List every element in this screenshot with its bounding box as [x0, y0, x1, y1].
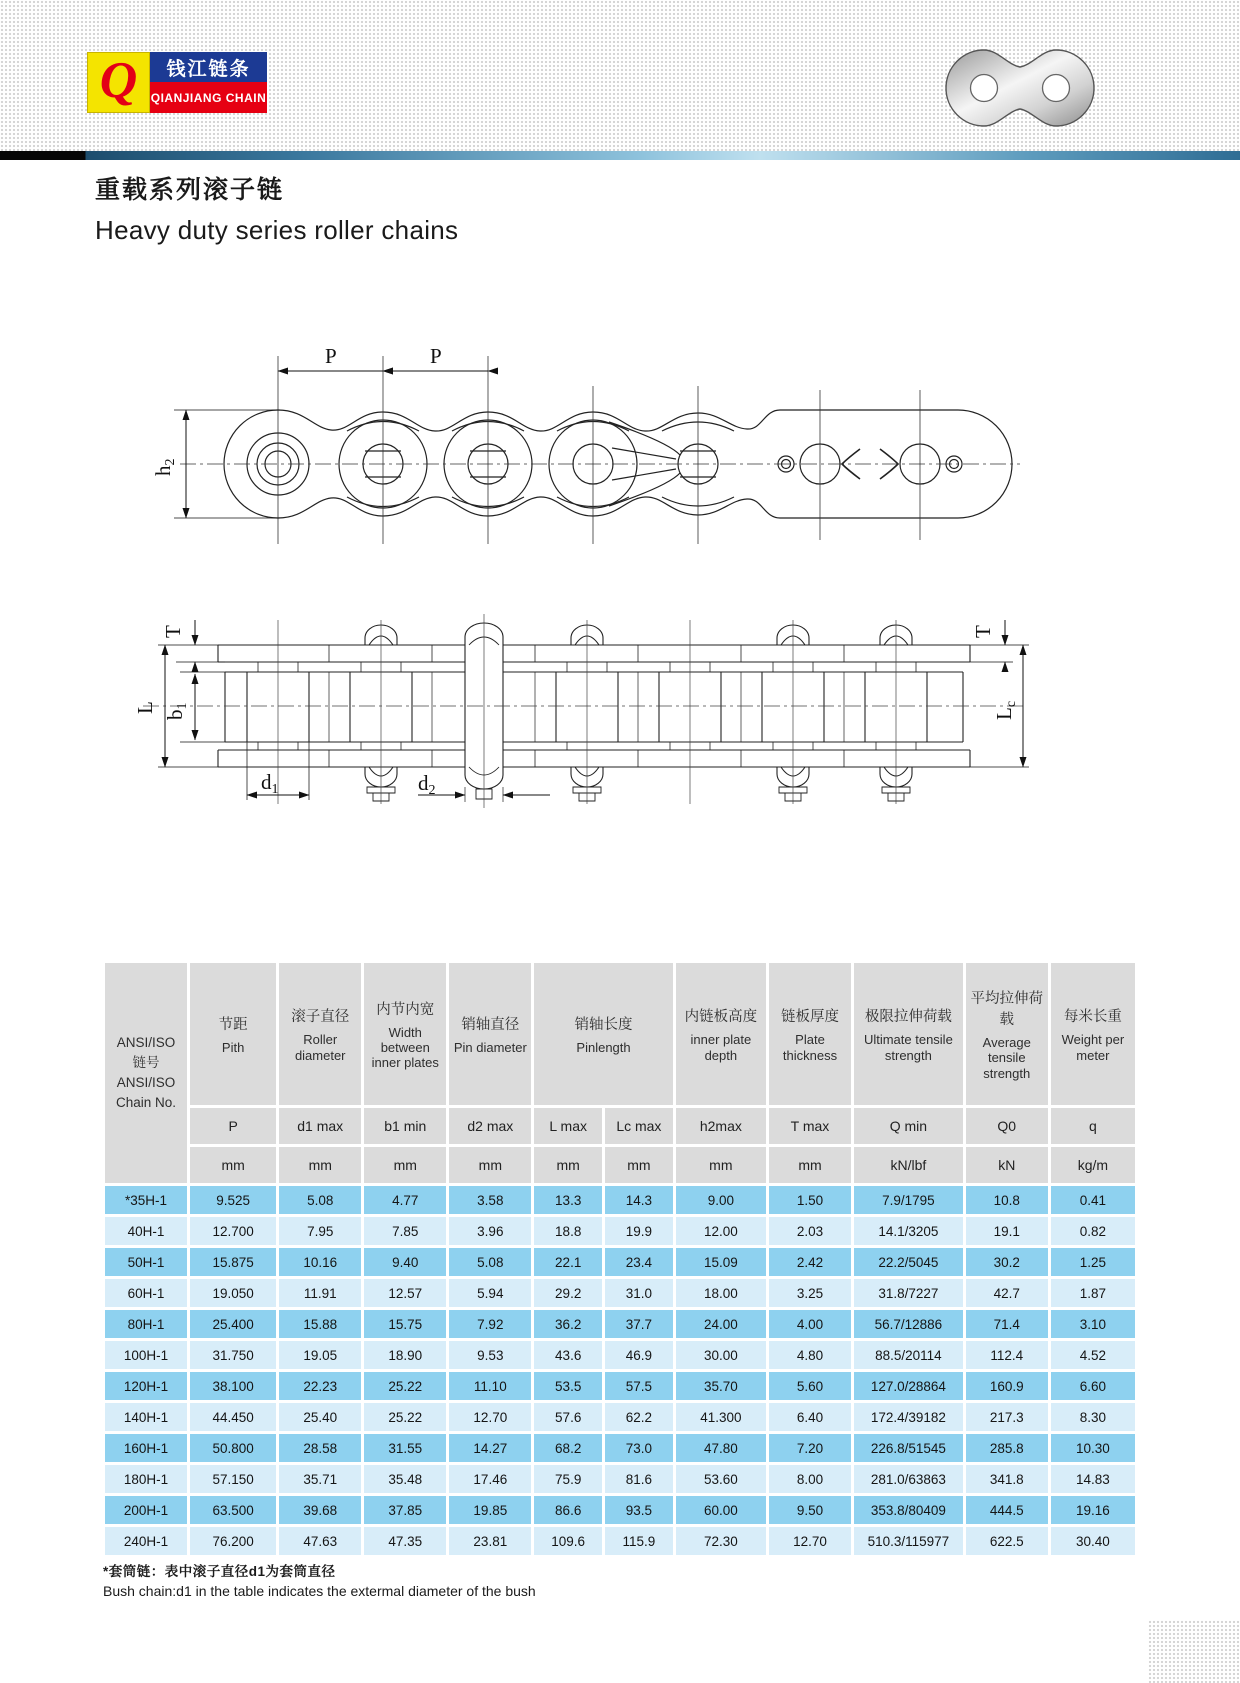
table-cell: 7.95 — [279, 1217, 361, 1245]
table-cell: 50.800 — [190, 1434, 276, 1462]
divider-bar — [0, 151, 1240, 160]
table-cell: 29.2 — [534, 1279, 602, 1307]
table-cell: 127.0/28864 — [854, 1372, 963, 1400]
chain-link-plate-image — [938, 38, 1108, 138]
chain-no-line: 链号 — [132, 1054, 160, 1070]
dim-label-d2: d2 — [418, 771, 436, 798]
title-block — [95, 170, 458, 246]
table-cell: 4.00 — [769, 1310, 851, 1338]
table-cell: 4.80 — [769, 1341, 851, 1369]
unit-cell: kN — [966, 1147, 1048, 1183]
table-cell: 12.00 — [676, 1217, 766, 1245]
table-cell: 68.2 — [534, 1434, 602, 1462]
unit-cell: kN/lbf — [854, 1147, 963, 1183]
table-cell: 57.150 — [190, 1465, 276, 1493]
table-cell: 31.8/7227 — [854, 1279, 963, 1307]
symbol-cell: Lc max — [605, 1108, 673, 1144]
symbol-cell: h2max — [676, 1108, 766, 1144]
table-cell: 9.525 — [190, 1186, 276, 1214]
unit-cell: mm — [190, 1147, 276, 1183]
col-header-ultimate-strength: 极限拉伸荷载 Ultimate tensile strength — [854, 963, 963, 1105]
table-cell: 9.00 — [676, 1186, 766, 1214]
symbol-cell: L max — [534, 1108, 602, 1144]
table-row — [105, 1465, 1135, 1493]
plan-view-drawing — [118, 552, 1033, 817]
header-symbol-row — [105, 1108, 1135, 1144]
table-cell: 285.8 — [966, 1434, 1048, 1462]
table-cell: 281.0/63863 — [854, 1465, 963, 1493]
table-row — [105, 1248, 1135, 1276]
table-cell: 11.91 — [279, 1279, 361, 1307]
footnotes — [103, 1560, 536, 1599]
footnote-en: Bush chain:d1 in the table indicates the extermal diameter of the bush — [103, 1583, 536, 1599]
table-cell: 35.70 — [676, 1372, 766, 1400]
table-cell: 115.9 — [605, 1527, 673, 1555]
table-cell: 22.2/5045 — [854, 1248, 963, 1276]
table-cell: 6.40 — [769, 1403, 851, 1431]
header-unit-row — [105, 1147, 1135, 1183]
table-cell: 47.63 — [279, 1527, 361, 1555]
table-cell: 73.0 — [605, 1434, 673, 1462]
table-cell: 62.2 — [605, 1403, 673, 1431]
table-cell: 12.70 — [449, 1403, 531, 1431]
chain-no-line: Chain No. — [116, 1095, 177, 1111]
table-cell: 88.5/20114 — [854, 1341, 963, 1369]
table-cell: 30.40 — [1051, 1527, 1135, 1555]
table-cell: 35.71 — [279, 1465, 361, 1493]
table-cell: 23.4 — [605, 1248, 673, 1276]
col-header-pin-length: 销轴长度 Pinlength — [534, 963, 672, 1105]
table-cell: 444.5 — [966, 1496, 1048, 1524]
table-cell: 14.3 — [605, 1186, 673, 1214]
table-cell: 3.96 — [449, 1217, 531, 1245]
spec-table — [102, 960, 1138, 1558]
table-cell: 25.22 — [364, 1403, 446, 1431]
table-cell: 5.08 — [449, 1248, 531, 1276]
table-cell: 25.400 — [190, 1310, 276, 1338]
company-logo — [87, 52, 267, 113]
logo-monogram: Q — [99, 51, 138, 109]
table-cell: 15.875 — [190, 1248, 276, 1276]
table-cell: 38.100 — [190, 1372, 276, 1400]
table-cell: 39.68 — [279, 1496, 361, 1524]
table-cell: 72.30 — [676, 1527, 766, 1555]
table-cell: 15.75 — [364, 1310, 446, 1338]
col-header-inner-width: 内节内宽 Width between inner plates — [364, 963, 446, 1105]
table-cell: 240H-1 — [105, 1527, 187, 1555]
col-header-plate-depth: 内链板高度 inner plate depth — [676, 963, 766, 1105]
table-cell: 1.25 — [1051, 1248, 1135, 1276]
table-cell: 3.10 — [1051, 1310, 1135, 1338]
table-cell: 3.58 — [449, 1186, 531, 1214]
table-cell: 14.1/3205 — [854, 1217, 963, 1245]
table-cell: 19.9 — [605, 1217, 673, 1245]
table-cell: 30.00 — [676, 1341, 766, 1369]
table-cell: 44.450 — [190, 1403, 276, 1431]
table-cell: 10.16 — [279, 1248, 361, 1276]
table-cell: 9.40 — [364, 1248, 446, 1276]
side-view-drawing — [120, 298, 1030, 548]
table-cell: 8.30 — [1051, 1403, 1135, 1431]
symbol-cell: b1 min — [364, 1108, 446, 1144]
col-header-pitch: 节距 Pith — [190, 963, 276, 1105]
col-header-pin-diameter: 销轴直径 Pin diameter — [449, 963, 531, 1105]
page-title-en: Heavy duty series roller chains — [95, 215, 459, 245]
table-cell: 12.70 — [769, 1527, 851, 1555]
table-cell: 25.22 — [364, 1372, 446, 1400]
table-cell: 36.2 — [534, 1310, 602, 1338]
symbol-cell: T max — [769, 1108, 851, 1144]
table-cell: 53.60 — [676, 1465, 766, 1493]
table-cell: 9.50 — [769, 1496, 851, 1524]
table-cell: 47.35 — [364, 1527, 446, 1555]
unit-cell: kg/m — [1051, 1147, 1135, 1183]
table-cell: 510.3/115977 — [854, 1527, 963, 1555]
table-cell: 13.3 — [534, 1186, 602, 1214]
table-row — [105, 1372, 1135, 1400]
table-cell: 226.8/51545 — [854, 1434, 963, 1462]
table-cell: 7.85 — [364, 1217, 446, 1245]
dim-label-b1: b1 — [163, 702, 190, 720]
dim-label-length: L — [133, 701, 157, 714]
table-cell: 7.92 — [449, 1310, 531, 1338]
table-cell: 40H-1 — [105, 1217, 187, 1245]
table-cell: 24.00 — [676, 1310, 766, 1338]
dim-label-lc: Lc — [992, 700, 1019, 720]
table-cell: 18.90 — [364, 1341, 446, 1369]
table-cell: 0.41 — [1051, 1186, 1135, 1214]
table-row — [105, 1403, 1135, 1431]
table-cell: 7.9/1795 — [854, 1186, 963, 1214]
table-cell: 160.9 — [966, 1372, 1048, 1400]
logo-text-block — [150, 52, 267, 113]
table-cell: 56.7/12886 — [854, 1310, 963, 1338]
table-cell: 31.55 — [364, 1434, 446, 1462]
col-header-plate-thickness: 链板厚度 Plate thickness — [769, 963, 851, 1105]
table-cell: 57.5 — [605, 1372, 673, 1400]
table-row — [105, 1279, 1135, 1307]
table-cell: 10.8 — [966, 1186, 1048, 1214]
dim-label-h2: h2 — [151, 458, 178, 476]
col-header-weight: 每米长重 Weight per meter — [1051, 963, 1135, 1105]
table-cell: 622.5 — [966, 1527, 1048, 1555]
table-cell: 15.09 — [676, 1248, 766, 1276]
table-cell: 28.58 — [279, 1434, 361, 1462]
table-cell: 2.03 — [769, 1217, 851, 1245]
table-cell: 109.6 — [534, 1527, 602, 1555]
table-cell: 217.3 — [966, 1403, 1048, 1431]
unit-cell: mm — [676, 1147, 766, 1183]
footnote-zh: *套筒链：表中滚子直径d1为套筒直径 — [103, 1564, 336, 1579]
table-cell: 31.0 — [605, 1279, 673, 1307]
table-cell: 17.46 — [449, 1465, 531, 1493]
table-cell: 37.7 — [605, 1310, 673, 1338]
table-cell: 76.200 — [190, 1527, 276, 1555]
logo-name-zh: 钱江链条 — [150, 52, 267, 82]
table-cell: 18.8 — [534, 1217, 602, 1245]
col-header-roller-diameter: 滚子直径 Roller diameter — [279, 963, 361, 1105]
page-title-zh: 重载系列滚子链 — [95, 176, 285, 204]
table-row — [105, 1310, 1135, 1338]
table-cell: 81.6 — [605, 1465, 673, 1493]
dim-label-pitch-1: P — [325, 344, 337, 368]
table-cell: 8.00 — [769, 1465, 851, 1493]
table-cell: 172.4/39182 — [854, 1403, 963, 1431]
unit-cell: mm — [279, 1147, 361, 1183]
table-cell: 46.9 — [605, 1341, 673, 1369]
table-cell: 5.94 — [449, 1279, 531, 1307]
table-cell: 57.6 — [534, 1403, 602, 1431]
table-cell: 63.500 — [190, 1496, 276, 1524]
unit-cell: mm — [534, 1147, 602, 1183]
unit-cell: mm — [769, 1147, 851, 1183]
symbol-cell: q — [1051, 1108, 1135, 1144]
table-cell: 31.750 — [190, 1341, 276, 1369]
dim-label-thickness-right: T — [971, 625, 995, 638]
table-cell: 19.16 — [1051, 1496, 1135, 1524]
table-cell: 23.81 — [449, 1527, 531, 1555]
table-cell: 180H-1 — [105, 1465, 187, 1493]
table-cell: 71.4 — [966, 1310, 1048, 1338]
table-cell: 42.7 — [966, 1279, 1048, 1307]
table-row — [105, 1217, 1135, 1245]
table-row — [105, 1527, 1135, 1555]
table-cell: 22.1 — [534, 1248, 602, 1276]
table-row — [105, 1341, 1135, 1369]
table-cell: 353.8/80409 — [854, 1496, 963, 1524]
table-cell: 19.05 — [279, 1341, 361, 1369]
table-cell: 3.25 — [769, 1279, 851, 1307]
table-cell: 140H-1 — [105, 1403, 187, 1431]
table-cell: 4.77 — [364, 1186, 446, 1214]
table-cell: 5.60 — [769, 1372, 851, 1400]
table-cell: 12.57 — [364, 1279, 446, 1307]
table-cell: 19.85 — [449, 1496, 531, 1524]
table-cell: 18.00 — [676, 1279, 766, 1307]
symbol-cell: d2 max — [449, 1108, 531, 1144]
table-cell: 0.82 — [1051, 1217, 1135, 1245]
dim-label-thickness-left: T — [161, 625, 185, 638]
table-cell: 15.88 — [279, 1310, 361, 1338]
symbol-cell: Q0 — [966, 1108, 1048, 1144]
table-cell: 12.700 — [190, 1217, 276, 1245]
table-cell: 9.53 — [449, 1341, 531, 1369]
symbol-cell: Q min — [854, 1108, 963, 1144]
table-row — [105, 1186, 1135, 1214]
table-cell: 80H-1 — [105, 1310, 187, 1338]
logo-name-en: QIANJIANG CHAIN — [150, 82, 267, 113]
unit-cell: mm — [605, 1147, 673, 1183]
dim-label-pitch-2: P — [430, 344, 442, 368]
col-header-chain-no — [105, 963, 187, 1183]
table-cell: 112.4 — [966, 1341, 1048, 1369]
table-cell: 6.60 — [1051, 1372, 1135, 1400]
table-cell: 7.20 — [769, 1434, 851, 1462]
chain-no-line: ANSI/ISO — [116, 1034, 176, 1050]
unit-cell: mm — [364, 1147, 446, 1183]
col-header-average-strength: 平均拉伸荷载 Average tensile strength — [966, 963, 1048, 1105]
table-cell: 341.8 — [966, 1465, 1048, 1493]
table-cell: 60.00 — [676, 1496, 766, 1524]
table-cell: 19.1 — [966, 1217, 1048, 1245]
table-cell: 100H-1 — [105, 1341, 187, 1369]
table-cell: 11.10 — [449, 1372, 531, 1400]
table-cell: 19.050 — [190, 1279, 276, 1307]
table-cell: 30.2 — [966, 1248, 1048, 1276]
logo-monogram-box — [87, 52, 150, 113]
table-cell: *35H-1 — [105, 1186, 187, 1214]
table-cell: 37.85 — [364, 1496, 446, 1524]
table-cell: 53.5 — [534, 1372, 602, 1400]
table-cell: 4.52 — [1051, 1341, 1135, 1369]
table-cell: 2.42 — [769, 1248, 851, 1276]
corner-pattern — [1148, 1620, 1240, 1683]
dim-label-d1: d1 — [261, 770, 279, 797]
table-cell: 160H-1 — [105, 1434, 187, 1462]
table-cell: 14.83 — [1051, 1465, 1135, 1493]
table-cell: 1.87 — [1051, 1279, 1135, 1307]
symbol-cell: d1 max — [279, 1108, 361, 1144]
table-cell: 1.50 — [769, 1186, 851, 1214]
unit-cell: mm — [449, 1147, 531, 1183]
table-cell: 75.9 — [534, 1465, 602, 1493]
table-cell: 60H-1 — [105, 1279, 187, 1307]
table-cell: 14.27 — [449, 1434, 531, 1462]
table-cell: 50H-1 — [105, 1248, 187, 1276]
table-cell: 5.08 — [279, 1186, 361, 1214]
table-cell: 120H-1 — [105, 1372, 187, 1400]
table-cell: 86.6 — [534, 1496, 602, 1524]
table-row — [105, 1434, 1135, 1462]
chain-no-line: ANSI/ISO — [116, 1075, 176, 1090]
table-row — [105, 1496, 1135, 1524]
table-cell: 47.80 — [676, 1434, 766, 1462]
table-cell: 93.5 — [605, 1496, 673, 1524]
symbol-cell: P — [190, 1108, 276, 1144]
table-cell: 43.6 — [534, 1341, 602, 1369]
table-cell: 25.40 — [279, 1403, 361, 1431]
table-cell: 41.300 — [676, 1403, 766, 1431]
table-cell: 35.48 — [364, 1465, 446, 1493]
table-cell: 200H-1 — [105, 1496, 187, 1524]
table-cell: 10.30 — [1051, 1434, 1135, 1462]
header-name-row — [105, 963, 1135, 1105]
spec-table-body — [105, 1186, 1135, 1555]
table-cell: 22.23 — [279, 1372, 361, 1400]
